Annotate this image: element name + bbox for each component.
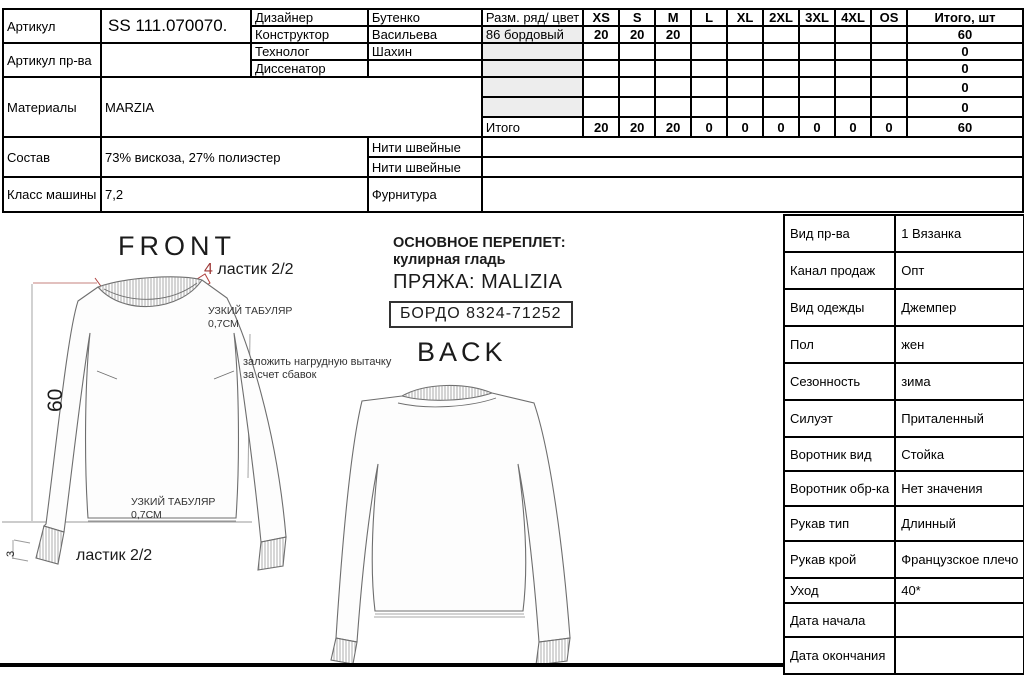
attr-label-vid-prva: Вид пр-ва	[784, 215, 895, 252]
attr-label-rukav-kroy: Рукав крой	[784, 541, 895, 578]
size-col-os: OS	[871, 9, 907, 26]
totals-qty: 20	[655, 117, 691, 137]
attr-label-vorotnik-vid: Воротник вид	[784, 437, 895, 471]
attr-label-vorotnik-obrka: Воротник обр-ка	[784, 471, 895, 506]
tubular-note-top-line2: 0,7СМ	[208, 318, 239, 330]
qty-cell	[691, 60, 727, 77]
colorway-name	[482, 77, 583, 97]
qty-cell	[583, 97, 619, 117]
qty-cell	[799, 97, 835, 117]
furnitura-value	[482, 177, 1023, 212]
attr-label-pol: Пол	[784, 326, 895, 363]
dissenator-label: Диссенатор	[251, 60, 368, 77]
qty-cell	[835, 60, 871, 77]
dart-note-line1: заложить нагрудную вытачку	[243, 356, 392, 368]
attr-value-sezon: зима	[895, 363, 1024, 400]
size-col-m: M	[655, 9, 691, 26]
constructor-label: Конструктор	[251, 26, 368, 43]
attr-value-rukav-kroy: Французское плечо	[895, 541, 1024, 578]
designer-label: Дизайнер	[251, 9, 368, 26]
attr-label-kanal: Канал продаж	[784, 252, 895, 289]
front-neck-note	[204, 261, 294, 279]
colorway-name	[482, 60, 583, 77]
artikul-value: SS 111.070070.	[101, 9, 251, 43]
qty-cell	[763, 60, 799, 77]
yarn-note: ПРЯЖА: MALIZIA	[393, 271, 563, 293]
totals-qty: 20	[583, 117, 619, 137]
size-col-xl: XL	[727, 9, 763, 26]
colorway-name	[482, 97, 583, 117]
constructor-value: Васильева	[368, 26, 482, 43]
size-col-3xl: 3XL	[799, 9, 835, 26]
sostav-value: 73% вискоза, 27% полиэстер	[101, 137, 368, 177]
qty-cell	[727, 97, 763, 117]
dart-note	[243, 356, 391, 382]
tubular-note-bottom-line2: 0,7СМ	[131, 509, 162, 521]
dissenator-value	[368, 60, 482, 77]
qty-cell	[619, 77, 655, 97]
knit-structure-title: ОСНОВНОЕ ПЕРЕПЛЕТ:	[393, 235, 566, 251]
qty-cell	[619, 43, 655, 60]
artikul-label: Артикул	[3, 9, 101, 43]
attr-label-siluet: Силуэт	[784, 400, 895, 437]
attr-value-siluet: Приталенный	[895, 400, 1024, 437]
qty-cell: 20	[583, 26, 619, 43]
neck-rib-dim: 4	[204, 261, 213, 278]
attr-value-uhod: 40*	[895, 578, 1024, 603]
row-total: 0	[907, 77, 1023, 97]
qty-cell	[763, 77, 799, 97]
attr-value-rukav-tip: Длинный	[895, 506, 1024, 541]
totals-qty: 0	[763, 117, 799, 137]
attr-label-rukav-tip: Рукав тип	[784, 506, 895, 541]
row-total: 0	[907, 97, 1023, 117]
back-view-label: BACK	[417, 337, 507, 367]
spec-header-table	[2, 8, 1024, 213]
tubular-note-top	[208, 305, 292, 331]
qty-cell	[799, 60, 835, 77]
artikul-prva-label: Артикул пр-ва	[3, 43, 101, 77]
qty-cell	[691, 26, 727, 43]
qty-cell	[727, 43, 763, 60]
qty-cell	[691, 43, 727, 60]
bottom-divider-line	[0, 663, 783, 667]
qty-cell	[835, 26, 871, 43]
attr-value-kanal: Опт	[895, 252, 1024, 289]
attr-value-data-nachala	[895, 603, 1024, 637]
qty-cell	[655, 43, 691, 60]
colorway-name	[482, 43, 583, 60]
qty-cell	[871, 77, 907, 97]
technolog-value: Шахин	[368, 43, 482, 60]
totals-qty: 20	[619, 117, 655, 137]
attr-value-vid-odezhdy: Джемпер	[895, 289, 1024, 326]
attr-value-pol: жен	[895, 326, 1024, 363]
qty-cell	[619, 97, 655, 117]
attr-label-uhod: Уход	[784, 578, 895, 603]
front-view-label: FRONT	[118, 231, 236, 261]
machine-class-label: Класс машины	[3, 177, 101, 212]
qty-cell	[655, 97, 691, 117]
technolog-label: Технолог	[251, 43, 368, 60]
qty-cell	[691, 97, 727, 117]
qty-cell	[799, 43, 835, 60]
size-row-color-header: Разм. ряд/ цвет	[482, 9, 583, 26]
back-sketch	[331, 385, 570, 665]
qty-cell	[583, 43, 619, 60]
threads-value-2	[482, 157, 1023, 177]
totals-qty: 0	[727, 117, 763, 137]
materials-value: MARZIA	[101, 77, 482, 137]
sostav-label: Состав	[3, 137, 101, 177]
neck-rib-text: ластик 2/2	[212, 261, 294, 278]
materials-label: Материалы	[3, 77, 101, 137]
qty-cell	[583, 60, 619, 77]
qty-cell: 20	[655, 26, 691, 43]
cuff-rib-note: ластик 2/2	[76, 547, 153, 564]
tubular-note-top-line1: УЗКИЙ ТАБУЛЯР	[208, 305, 293, 317]
qty-cell	[799, 77, 835, 97]
grand-total: 60	[907, 117, 1023, 137]
attr-value-vorotnik-vid: Стойка	[895, 437, 1024, 471]
qty-cell	[871, 43, 907, 60]
knit-structure-note	[393, 235, 566, 269]
totals-qty: 0	[799, 117, 835, 137]
attr-value-vid-prva: 1 Вязанка	[895, 215, 1024, 252]
machine-class-value: 7,2	[101, 177, 368, 212]
totals-qty: 0	[871, 117, 907, 137]
totals-qty: 0	[691, 117, 727, 137]
threads-value-1	[482, 137, 1023, 157]
attr-value-data-okonchaniya	[895, 637, 1024, 674]
attributes-table	[783, 214, 1024, 675]
qty-cell	[583, 77, 619, 97]
qty-cell	[655, 77, 691, 97]
qty-cell	[727, 26, 763, 43]
tubular-note-bottom	[131, 496, 215, 522]
qty-cell	[763, 26, 799, 43]
total-header: Итого, шт	[907, 9, 1023, 26]
size-col-2xl: 2XL	[763, 9, 799, 26]
qty-cell	[619, 60, 655, 77]
row-total: 0	[907, 43, 1023, 60]
attr-label-vid-odezhdy: Вид одежды	[784, 289, 895, 326]
totals-qty: 0	[835, 117, 871, 137]
length-dimension: 60	[44, 388, 67, 412]
qty-cell	[691, 77, 727, 97]
row-total: 60	[907, 26, 1023, 43]
cuff-dimension: 3	[5, 550, 17, 557]
furnitura-label: Фурнитура	[368, 177, 482, 212]
attr-label-data-okonchaniya: Дата окончания	[784, 637, 895, 674]
totals-row-label: Итого	[482, 117, 583, 137]
tubular-note-bottom-line1: УЗКИЙ ТАБУЛЯР	[131, 496, 216, 508]
qty-cell	[835, 77, 871, 97]
qty-cell	[655, 60, 691, 77]
yarn-color-box: БОРДО 8324-71252	[389, 301, 573, 328]
knit-structure-value: кулирная гладь	[393, 252, 506, 268]
qty-cell	[763, 43, 799, 60]
attr-value-vorotnik-obrka: Нет значения	[895, 471, 1024, 506]
attr-label-sezon: Сезонность	[784, 363, 895, 400]
qty-cell	[727, 77, 763, 97]
qty-cell	[799, 26, 835, 43]
row-total: 0	[907, 60, 1023, 77]
qty-cell	[871, 60, 907, 77]
qty-cell	[871, 26, 907, 43]
qty-cell	[727, 60, 763, 77]
dart-note-line2: за счет сбавок	[243, 369, 317, 381]
designer-value: Бутенко	[368, 9, 482, 26]
qty-cell	[835, 43, 871, 60]
size-col-l: L	[691, 9, 727, 26]
size-col-s: S	[619, 9, 655, 26]
qty-cell	[871, 97, 907, 117]
size-col-xs: XS	[583, 9, 619, 26]
threads-label-2: Нити швейные	[368, 157, 482, 177]
size-col-4xl: 4XL	[835, 9, 871, 26]
qty-cell	[763, 97, 799, 117]
qty-cell: 20	[619, 26, 655, 43]
artikul-prva-value	[101, 43, 251, 77]
threads-label-1: Нити швейные	[368, 137, 482, 157]
colorway-name: 86 бордовый	[482, 26, 583, 43]
qty-cell	[835, 97, 871, 117]
attr-label-data-nachala: Дата начала	[784, 603, 895, 637]
